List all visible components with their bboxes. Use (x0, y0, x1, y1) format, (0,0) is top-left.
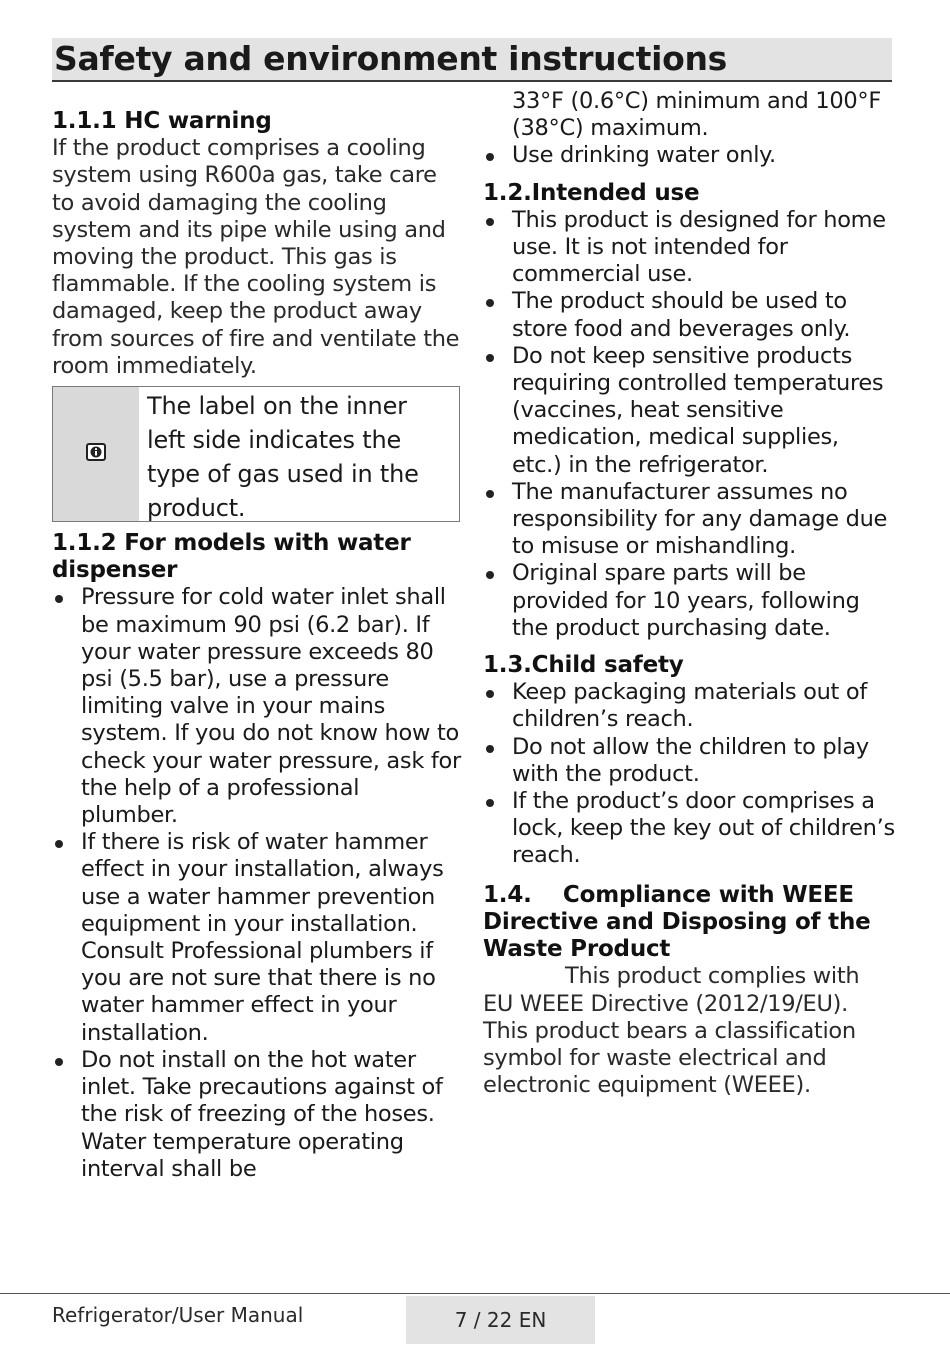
left-column (52, 88, 462, 1183)
list-item: If the product’s door comprises a lock, keep the key out of children’s reach. (483, 788, 895, 870)
list-item: The manufacturer assumes no responsibility for any damage due to misuse or mishandling. (483, 479, 895, 561)
footer-page-number: 7 / 22 EN (406, 1296, 595, 1344)
list-item: Do not install on the hot water inlet. Take precautions against of the risk of freezing of the hoses. Water temperature operating interval shall be (52, 1047, 462, 1183)
water-dispenser-list (52, 584, 462, 1182)
hc-warning-text: If the product comprises a cooling system using R600a gas, take care to avoid damaging the cooling system and its pipe while using and moving the product. This gas is flammable. If the cooling system is damaged, keep the product away from sources of fire and ventilate the room immediately. (52, 135, 460, 379)
child-safety-list (483, 679, 895, 869)
right-column (483, 88, 895, 1099)
list-item: Pressure for cold water inlet shall be maximum 90 psi (6.2 bar). If your water pressure exceeds 80 psi (5.5 bar), use a pressure limiting valve in your mains system. If you do not know how to check your water pressure, ask for the help of a professional plumber. (52, 584, 462, 829)
list-item: This product is designed for home use. It is not intended for commercial use. (483, 207, 895, 289)
list-item: Do not allow the children to play with the product. (483, 734, 895, 788)
list-item: Keep packaging materials out of children’s reach. (483, 679, 895, 733)
info-note-box (52, 386, 460, 522)
list-item: Use drinking water only. (483, 142, 895, 169)
water-dispenser-heading: 1.1.2 For models with water dispenser (52, 530, 411, 584)
intended-use-list (483, 207, 895, 642)
weee-text: This product complies with EU WEEE Directive (2012/19/EU). This product bears a classification symbol for waste electrical and electronic equipment (WEEE). (483, 963, 860, 1099)
water-dispenser-list-continued (483, 142, 895, 169)
info-icon (86, 443, 106, 465)
list-item: Do not keep sensitive products requiring controlled temperatures (vaccines, heat sensitive medication, medical supplies, etc.) in the refrigerator. (483, 343, 895, 479)
footer-manual-title: Refrigerator/User Manual (52, 1303, 304, 1327)
weee-heading: 1.4. Compliance with WEEE Directive and Disposing of the Waste Product (483, 881, 879, 963)
page-title: Safety and environment instructions (54, 39, 728, 78)
page-header (52, 38, 892, 82)
intended-use-heading: 1.2.Intended use (483, 179, 700, 206)
water-temperature-continued: 33°F (0.6°C) minimum and 100°F (38°C) maximum. (512, 88, 881, 142)
child-safety-heading: 1.3.Child safety (483, 652, 684, 679)
hc-warning-heading: 1.1.1 HC warning (52, 108, 272, 134)
list-item: Original spare parts will be provided for 10 years, following the product purchasing date. (483, 560, 895, 642)
list-item: The product should be used to store food and beverages only. (483, 288, 895, 342)
list-item: If there is risk of water hammer effect in your installation, always use a water hammer prevention equipment in your installation. Consult Professional plumbers if you are not sure that there is no water hammer effect in your installation. (52, 829, 462, 1047)
footer-divider (0, 1293, 950, 1294)
note-text: The label on the inner left side indicates the type of gas used in the product. (147, 392, 419, 523)
note-icon-cell (53, 387, 139, 521)
